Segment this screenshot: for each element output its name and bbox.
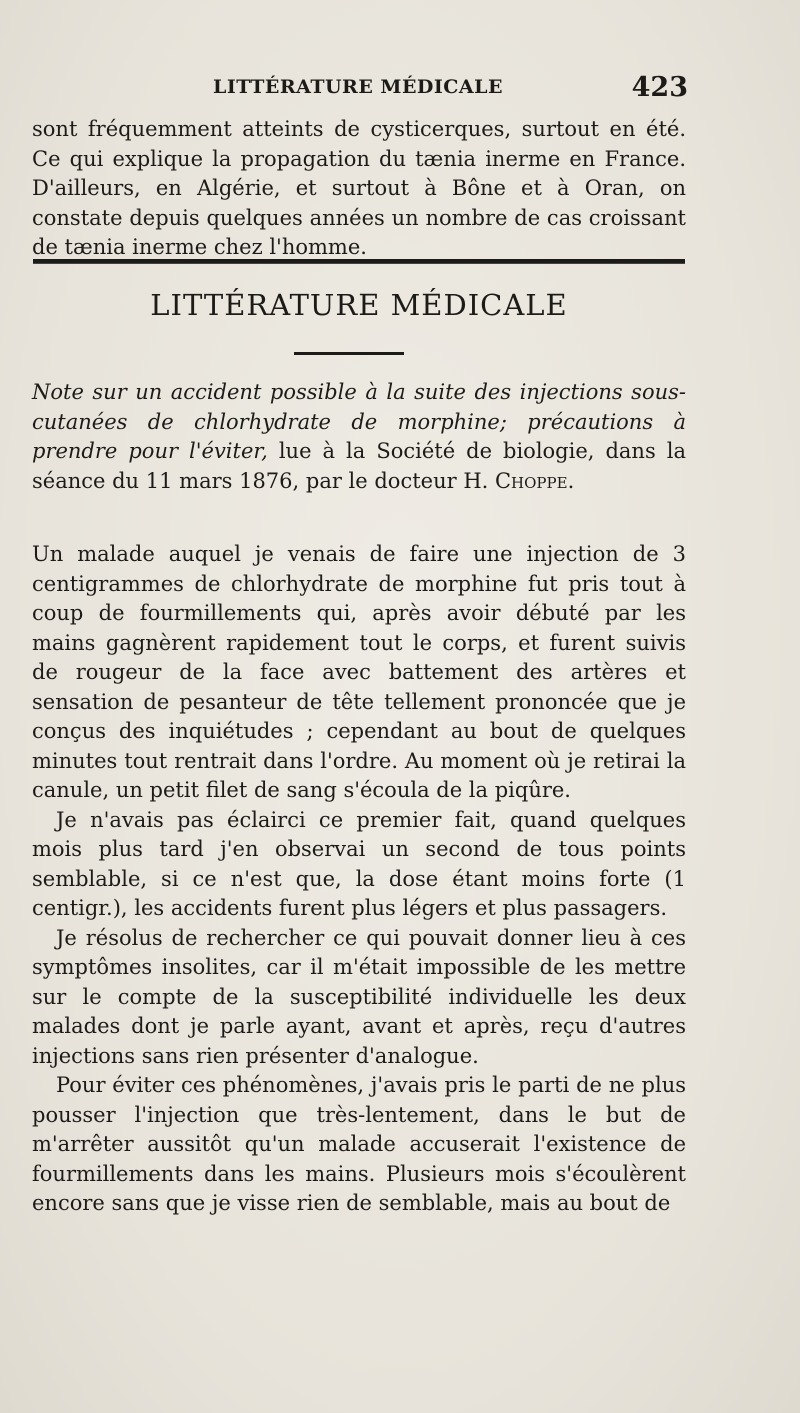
title-underline: [294, 352, 404, 355]
body-paragraph-3: Je résolus de rechercher ce qui pouvait donner lieu à ces symptômes insolites, car il m'était impossible de les mettre sur le compte de la susceptibilité individuelle les deux malades dont je parle ayant, avant et après, reçu d'autres injections sans rien présenter d'analogue.: [32, 925, 686, 1068]
intro-paragraph-block: [32, 115, 686, 263]
article-meta: lue à la Société de biologie, dans la séance du 11 mars 1876, par le docteur H.: [32, 439, 686, 493]
page-number: 423: [631, 72, 688, 103]
article-author: Choppe.: [494, 468, 575, 493]
page-header: [32, 72, 688, 116]
article-title-paragraph: [32, 378, 686, 496]
article-heading: [32, 378, 686, 496]
section-title: LITTÉRATURE MÉDICALE: [150, 288, 568, 322]
article-body: [32, 540, 686, 1219]
body-paragraph-1: Un malade auquel je venais de faire une injection de 3 centigrammes de chlorhydrate de morphine fut pris tout à coup de fourmillements qui, après avoir débuté par les mains gagnèrent rapidement tout le corps, et furent suivis de rougeur de la face avec battement des artères et sensation de pesanteur de tête tellement prononcée que je conçus des inquiétudes ; cependant au bout de quelques minutes tout rentrait dans l'ordre. Au moment où je retirai la canule, un petit filet de sang s'écoula de la piqûre.: [32, 542, 686, 802]
body-paragraph-4: Pour éviter ces phénomènes, j'avais pris le parti de ne plus pousser l'injection que très-lentement, dans le but de m'arrêter aussitôt qu'un malade accuserait l'existence de fourmillements dans les mains. Plusieurs mois s'écoulèrent encore sans que je visse rien de semblable, mais au bout de: [32, 1073, 686, 1215]
section-divider: [33, 259, 685, 264]
body-paragraph-2: Je n'avais pas éclairci ce premier fait, quand quelques mois plus tard j'en observai un second de tous points semblable, si ce n'est que, la dose étant moins forte (1 centigr.), les accidents furent plus légers et plus passagers.: [32, 807, 686, 920]
running-title: LITTÉRATURE MÉDICALE: [213, 76, 503, 98]
intro-paragraph: sont fréquemment atteints de cysticerques, surtout en été. Ce qui explique la propagation du tænia inerme en France. D'ailleurs, en Algérie, et surtout à Bône et à Oran, on constate depuis quelques années un nombre de cas croissant de tænia inerme chez l'homme.: [32, 117, 686, 259]
article-title: Note sur un accident possible à la suite des injections sous-cutanées de chlorhydrate de morphine; précautions à prendre pour l'éviter,: [32, 380, 686, 463]
